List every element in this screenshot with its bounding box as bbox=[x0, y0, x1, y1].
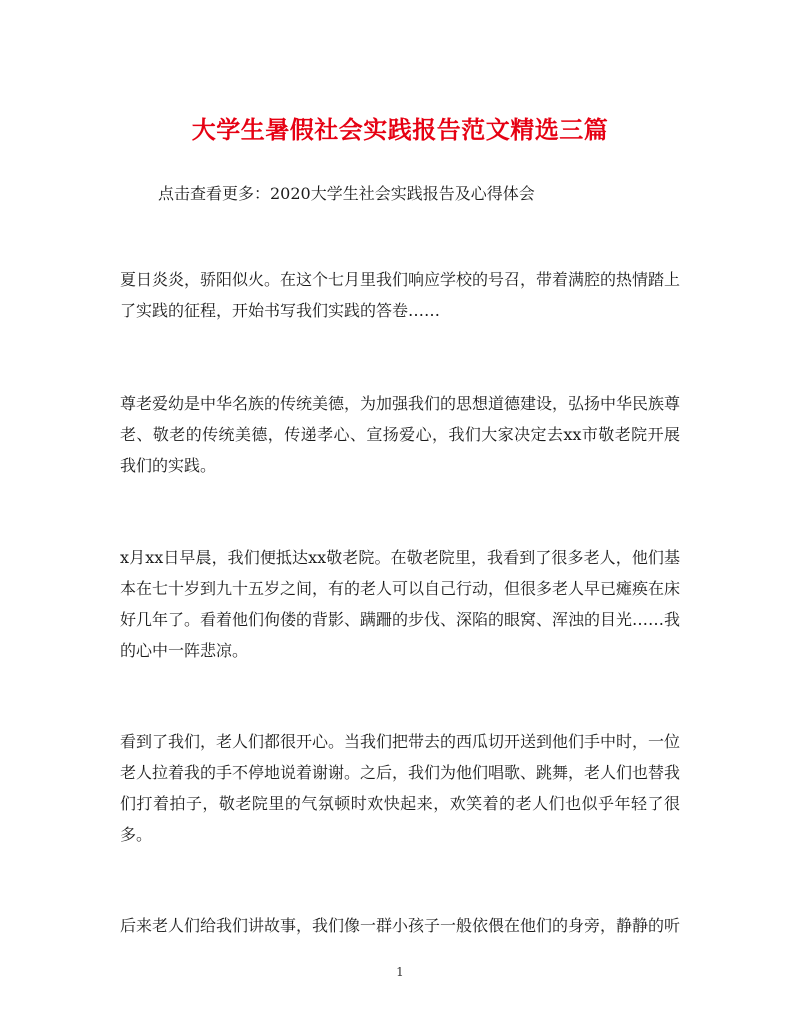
document-title: 大学生暑假社会实践报告范文精选三篇 bbox=[191, 115, 609, 144]
paragraph: 后来老人们给我们讲故事，我们像一群小孩子一般依偎在他们的身旁，静静的听 bbox=[120, 916, 681, 935]
more-link[interactable]: 点击查看更多：2020大学生社会实践报告及心得体会 bbox=[158, 184, 535, 203]
page-number: 1 bbox=[396, 965, 404, 979]
paragraph: 夏日炎炎，骄阳似火。在这个七月里我们响应学校的号召，带着满腔的热情踏上了实践的征程，开始书写我们实践的答卷…… bbox=[120, 270, 681, 320]
paragraph: 看到了我们，老人们都很开心。当我们把带去的西瓜切开送到他们手中时，一位老人拉着我的手不停地说着谢谢。之后，我们为他们唱歌、跳舞，老人们也替我们打着拍子，敬老院里的气氛顿时欢快起来，欢笑着的老人们也似乎年轻了很多。 bbox=[120, 732, 681, 844]
paragraph: x月xx日早晨，我们便抵达xx敬老院。在敬老院里，我看到了很多老人，他们基本在七十岁到九十五岁之间，有的老人可以自己行动，但很多老人早已瘫痪在床好几年了。看着他们佝偻的背影、蹒跚的步伐、深陷的眼窝、浑浊的目光……我的心中一阵悲凉。 bbox=[120, 548, 681, 660]
paragraph: 尊老爱幼是中华名族的传统美德，为加强我们的思想道德建设，弘扬中华民族尊老、敬老的传统美德，传递孝心、宣扬爱心，我们大家决定去xx市敬老院开展我们的实践。 bbox=[120, 394, 681, 475]
